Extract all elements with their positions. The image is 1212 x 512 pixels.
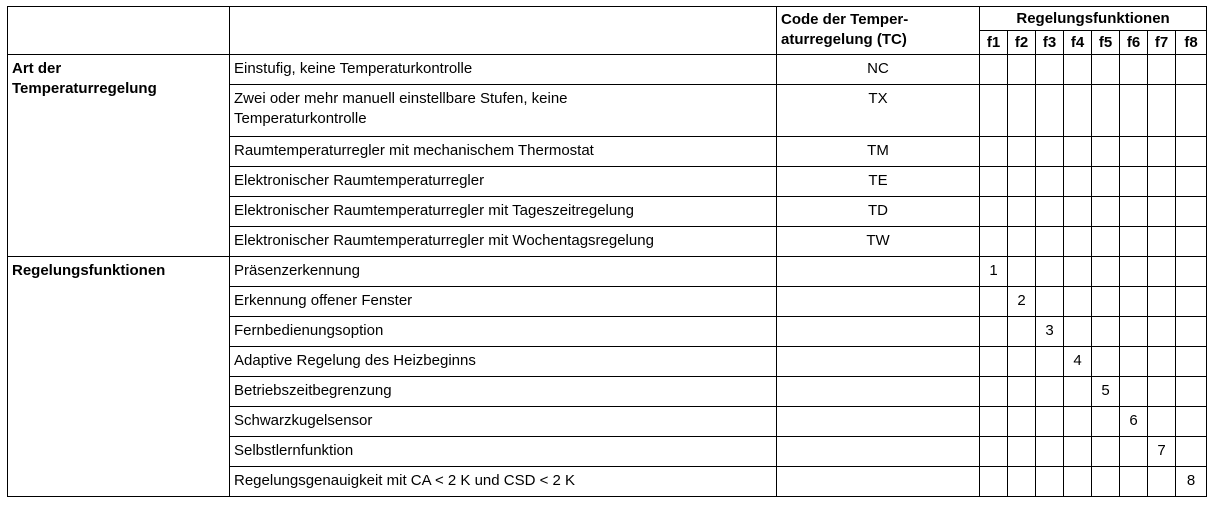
header-code-line2: aturregelung (TC) (781, 31, 907, 48)
row-description: Elektronischer Raumtemperaturregler mit Tageszeitregelung (230, 197, 777, 227)
header-function-f2: f2 (1008, 31, 1036, 55)
function-mark-f1: 1 (980, 257, 1008, 287)
row-code: TM (777, 137, 980, 167)
group-label-temperature-control (8, 55, 230, 257)
function-mark-f8: 8 (1176, 467, 1207, 497)
function-mark-f7: 7 (1148, 437, 1176, 467)
row-code: TW (777, 227, 980, 257)
row-description: Erkennung offener Fenster (230, 287, 777, 317)
row-code: NC (777, 55, 980, 85)
row-description: Regelungsgenauigkeit mit CA < 2 K und CSD < 2 K (230, 467, 777, 497)
function-mark-f4: 4 (1064, 347, 1092, 377)
table-row (8, 257, 1207, 287)
row-description (230, 85, 777, 137)
header-function-f4: f4 (1064, 31, 1092, 55)
group-label-control-functions: Regelungsfunktionen (8, 257, 230, 497)
header-function-f1: f1 (980, 31, 1008, 55)
row-description: Einstufig, keine Temperaturkontrolle (230, 55, 777, 85)
row-code: TD (777, 197, 980, 227)
function-mark-f2: 2 (1008, 287, 1036, 317)
row-description-line1: Zwei oder mehr manuell einstellbare Stufen, keine (234, 90, 568, 107)
header-function-f5: f5 (1092, 31, 1120, 55)
row-description: Betriebszeitbegrenzung (230, 377, 777, 407)
row-code: TX (777, 85, 980, 137)
header-code-cell (777, 7, 980, 55)
row-description: Elektronischer Raumtemperaturregler mit Wochentagsregelung (230, 227, 777, 257)
temperature-control-table (7, 6, 1207, 497)
header-row (8, 7, 1207, 31)
header-code-line1: Code der Temper- (781, 11, 909, 28)
group-label-line1: Art der (12, 60, 62, 77)
function-mark-f3: 3 (1036, 317, 1064, 347)
row-description: Präsenzerkennung (230, 257, 777, 287)
row-description-line2: Temperaturkontrolle (234, 110, 367, 127)
row-description: Raumtemperaturregler mit mechanischem Thermostat (230, 137, 777, 167)
row-description: Selbstlernfunktion (230, 437, 777, 467)
row-description: Schwarzkugelsensor (230, 407, 777, 437)
row-description: Fernbedienungsoption (230, 317, 777, 347)
function-mark-f5: 5 (1092, 377, 1120, 407)
header-functions-title: Regelungsfunktionen (980, 7, 1207, 31)
row-description: Elektronischer Raumtemperaturregler (230, 167, 777, 197)
row-description: Adaptive Regelung des Heizbeginns (230, 347, 777, 377)
group-label-line2: Temperaturregelung (12, 80, 157, 97)
header-function-f3: f3 (1036, 31, 1064, 55)
header-function-f6: f6 (1120, 31, 1148, 55)
header-empty-cell (8, 7, 230, 55)
header-function-f8: f8 (1176, 31, 1207, 55)
table-row (8, 55, 1207, 85)
header-empty-cell (230, 7, 777, 55)
function-mark-f6: 6 (1120, 407, 1148, 437)
header-function-f7: f7 (1148, 31, 1176, 55)
row-code: TE (777, 167, 980, 197)
